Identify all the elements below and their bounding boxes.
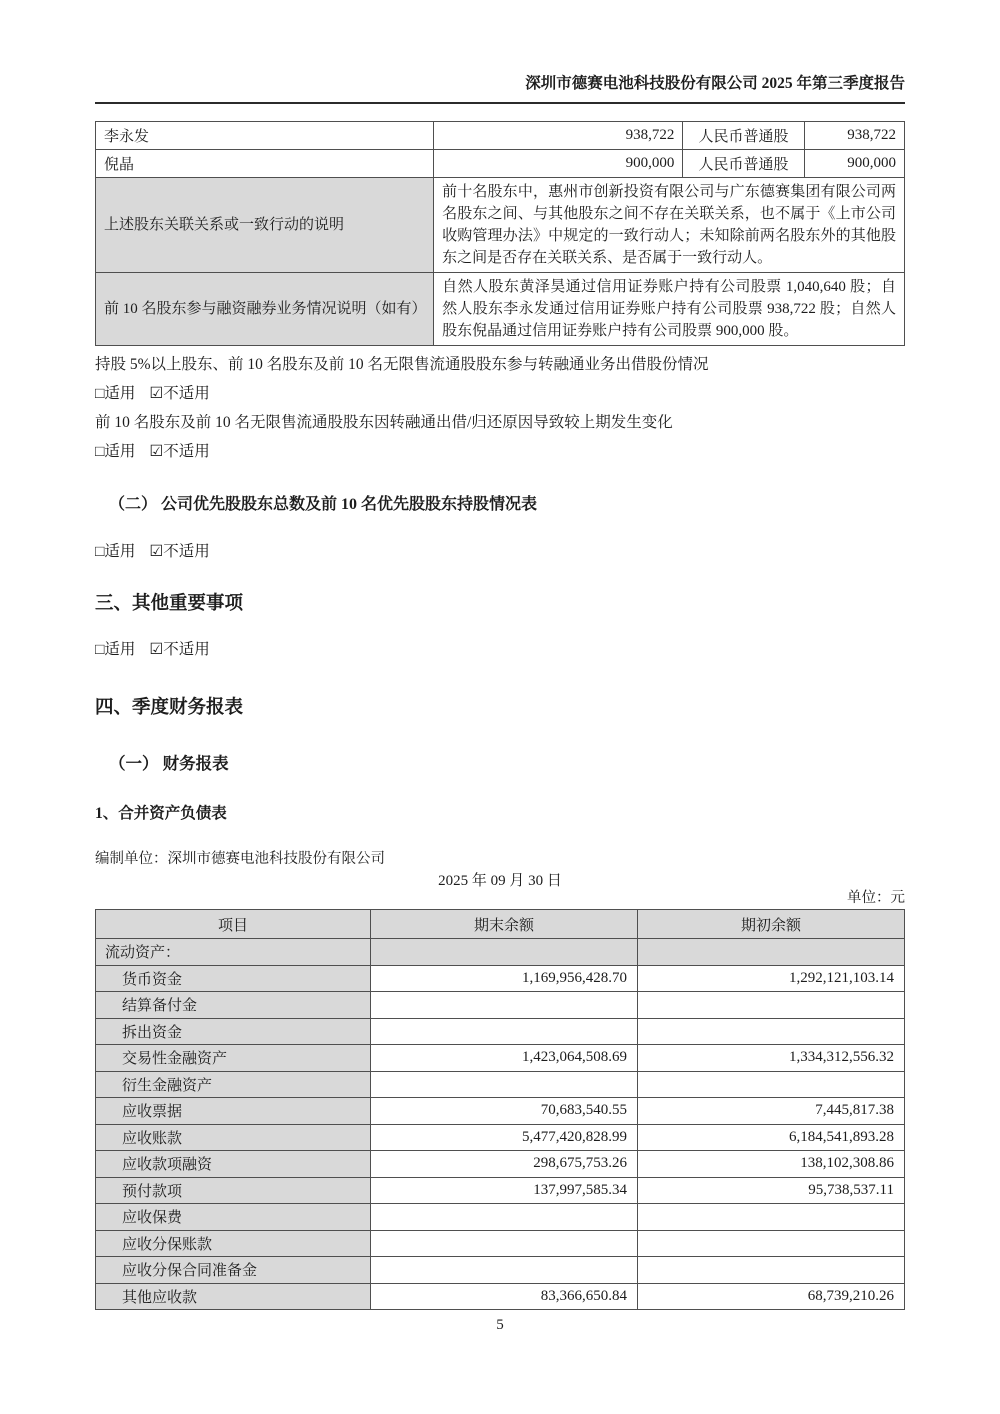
bs-item: 应收账款	[96, 1124, 371, 1151]
applicability-line	[95, 542, 905, 562]
statement-date: 2025 年 09 月 30 日	[438, 873, 562, 889]
applicability-line	[95, 640, 905, 660]
not-applicable-label: 不适用	[163, 543, 210, 560]
bs-beginning: 6,184,541,893.28	[638, 1124, 905, 1151]
bs-ending: 298,675,753.26	[371, 1151, 638, 1178]
bs-ending	[371, 1018, 638, 1045]
unchecked-checkbox-icon: □	[95, 443, 105, 460]
other-matters-heading: 三、其他重要事项	[95, 594, 244, 614]
applicability-line	[95, 384, 905, 404]
applicable-label: 适用	[104, 641, 136, 658]
financial-statements-heading: （一） 财务报表	[109, 754, 229, 773]
table-row	[96, 1283, 905, 1310]
bs-item: 货币资金	[96, 965, 371, 992]
bs-beginning	[638, 1230, 905, 1257]
balance-sheet-table	[95, 909, 905, 1310]
bs-beginning	[638, 939, 905, 966]
shares-count: 938,722	[804, 122, 904, 150]
margin-trading-content: 自然人股东黄泽昊通过信用证券账户持有公司股票 1,040,640 股；自然人股东李永发通过信用证券账户持有公司股票 938,722 股；自然人股东倪晶通过信用证券账户持有公司股票 900,000 股。	[434, 273, 905, 346]
share-type: 人民币普通股	[683, 150, 804, 178]
column-header-ending: 期末余额	[371, 910, 638, 939]
bs-item: 交易性金融资产	[96, 1045, 371, 1072]
bs-ending	[371, 1204, 638, 1231]
checked-checkbox-icon: ☑	[149, 641, 164, 658]
shareholder-name: 李永发	[96, 122, 434, 150]
shareholder-row	[96, 150, 905, 178]
relation-label: 上述股东关联关系或一致行动的说明	[96, 178, 434, 273]
not-applicable-label: 不适用	[163, 641, 210, 658]
relation-explanation-row	[96, 178, 905, 273]
balance-sheet-heading: 1、合并资产负债表	[95, 805, 227, 822]
bs-beginning	[638, 1204, 905, 1231]
bs-item: 预付款项	[96, 1177, 371, 1204]
bs-beginning: 138,102,308.86	[638, 1151, 905, 1178]
bs-ending: 1,423,064,508.69	[371, 1045, 638, 1072]
shares-held: 900,000	[434, 150, 683, 178]
shareholder-name: 倪晶	[96, 150, 434, 178]
table-row	[96, 1098, 905, 1125]
shareholder-row	[96, 122, 905, 150]
unchecked-checkbox-icon: □	[95, 641, 105, 658]
bs-beginning: 7,445,817.38	[638, 1098, 905, 1125]
table-row	[96, 1071, 905, 1098]
bs-item: 流动资产：	[96, 939, 371, 966]
checked-checkbox-icon: ☑	[149, 543, 164, 560]
bs-ending	[371, 939, 638, 966]
bs-ending	[371, 1230, 638, 1257]
applicable-label: 适用	[104, 443, 136, 460]
margin-trading-label: 前 10 名股东参与融资融券业务情况说明（如有）	[96, 273, 434, 346]
share-type: 人民币普通股	[683, 122, 804, 150]
applicable-label: 适用	[104, 385, 136, 402]
page-content	[95, 0, 905, 1334]
bs-ending: 5,477,420,828.99	[371, 1124, 638, 1151]
bs-item: 应收分保账款	[96, 1230, 371, 1257]
not-applicable-label: 不适用	[163, 443, 210, 460]
table-row	[96, 1151, 905, 1178]
checked-checkbox-icon: ☑	[149, 385, 164, 402]
shares-held: 938,722	[434, 122, 683, 150]
checked-checkbox-icon: ☑	[149, 443, 164, 460]
bs-item: 其他应收款	[96, 1283, 371, 1310]
bs-beginning: 95,738,537.11	[638, 1177, 905, 1204]
shares-count: 900,000	[804, 150, 904, 178]
preferred-shareholders-heading: （二） 公司优先股股东总数及前 10 名优先股股东持股情况表	[109, 496, 538, 513]
bs-beginning	[638, 992, 905, 1019]
bs-ending: 137,997,585.34	[371, 1177, 638, 1204]
column-header-beginning: 期初余额	[638, 910, 905, 939]
lending-change-note: 前 10 名股东及前 10 名无限售流通股股东因转融通出借/归还原因导致较上期发生变化	[95, 414, 673, 431]
bs-ending: 1,169,956,428.70	[371, 965, 638, 992]
bs-beginning: 68,739,210.26	[638, 1283, 905, 1310]
table-row	[96, 1204, 905, 1231]
table-row	[96, 1177, 905, 1204]
header-divider	[95, 102, 905, 104]
page-header-title: 深圳市德赛电池科技股份有限公司 2025 年第三季度报告	[525, 75, 905, 92]
relation-content: 前十名股东中，惠州市创新投资有限公司与广东德赛集团有限公司两名股东之间、与其他股东之间不存在关联关系，也不属于《上市公司收购管理办法》中规定的一致行动人；未知除前两名股东外的其他股东之间是否存在关联关系、是否属于一致行动人。	[434, 178, 905, 273]
shareholder-table	[95, 121, 905, 346]
balance-sheet-header-row	[96, 910, 905, 939]
bs-ending	[371, 992, 638, 1019]
bs-ending: 83,366,650.84	[371, 1283, 638, 1310]
prepared-by-line: 编制单位：深圳市德赛电池科技股份有限公司	[95, 851, 385, 867]
bs-beginning	[638, 1071, 905, 1098]
bs-item: 衍生金融资产	[96, 1071, 371, 1098]
bs-item: 应收款项融资	[96, 1151, 371, 1178]
bs-beginning	[638, 1018, 905, 1045]
quarterly-statements-heading: 四、季度财务报表	[95, 698, 244, 718]
bs-beginning: 1,334,312,556.32	[638, 1045, 905, 1072]
table-row	[96, 1124, 905, 1151]
page-number: 5	[496, 1317, 504, 1333]
bs-item: 应收票据	[96, 1098, 371, 1125]
table-row	[96, 1230, 905, 1257]
table-row	[96, 1257, 905, 1284]
not-applicable-label: 不适用	[163, 385, 210, 402]
table-row	[96, 1045, 905, 1072]
table-row	[96, 992, 905, 1019]
applicability-line	[95, 442, 905, 462]
unchecked-checkbox-icon: □	[95, 385, 105, 402]
unit-label: 单位：元	[847, 890, 905, 906]
bs-ending	[371, 1257, 638, 1284]
applicable-label: 适用	[104, 543, 136, 560]
bs-item: 应收分保合同准备金	[96, 1257, 371, 1284]
securities-lending-note: 持股 5%以上股东、前 10 名股东及前 10 名无限售流通股股东参与转融通业务出借股份情况	[95, 356, 709, 373]
bs-ending	[371, 1071, 638, 1098]
table-row-section	[96, 939, 905, 966]
bs-item: 拆出资金	[96, 1018, 371, 1045]
bs-item: 结算备付金	[96, 992, 371, 1019]
table-row	[96, 965, 905, 992]
margin-trading-row	[96, 273, 905, 346]
unchecked-checkbox-icon: □	[95, 543, 105, 560]
table-row	[96, 1018, 905, 1045]
bs-beginning	[638, 1257, 905, 1284]
bs-item: 应收保费	[96, 1204, 371, 1231]
column-header-item: 项目	[96, 910, 371, 939]
bs-beginning: 1,292,121,103.14	[638, 965, 905, 992]
bs-ending: 70,683,540.55	[371, 1098, 638, 1125]
